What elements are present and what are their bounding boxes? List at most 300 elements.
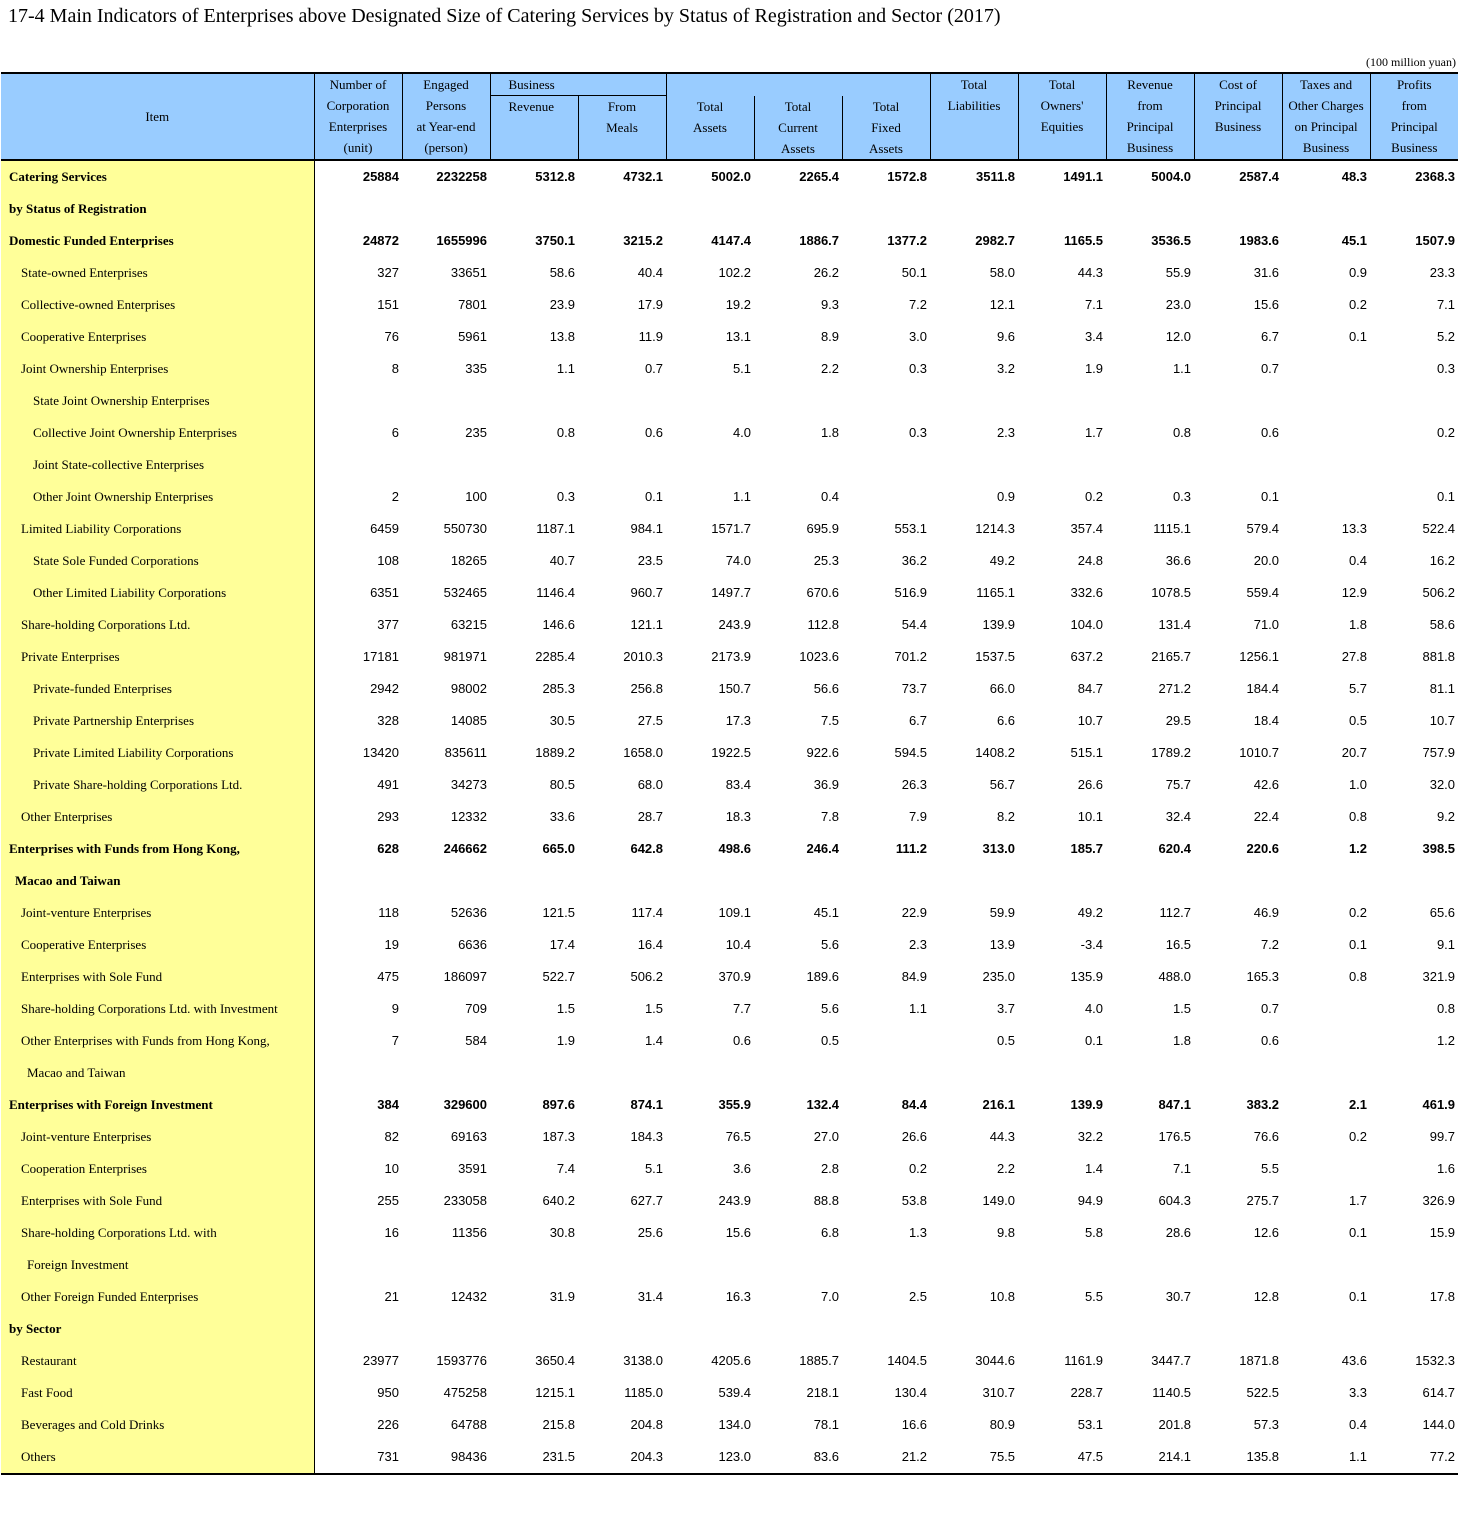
table-cell: 326.9 — [1422, 1193, 1456, 1208]
table-cell: 506.2 — [1422, 585, 1456, 600]
header-line: Number of — [329, 77, 387, 92]
table-cell: 1593776 — [436, 1353, 487, 1368]
table-cell — [842, 1057, 930, 1089]
row-label: Beverages and Cold Drinks — [1, 1409, 314, 1441]
table-cell: 12.6 — [1253, 1225, 1280, 1240]
table-cell — [1370, 1057, 1458, 1089]
row-label: Limited Liability Corporations — [1, 513, 314, 545]
header-from-meals — [578, 96, 666, 160]
table-cell — [1370, 1313, 1458, 1345]
table-cell: 214.1 — [1106, 1441, 1194, 1474]
table-cell: 0.7 — [1260, 1001, 1280, 1016]
table-cell: 627.7 — [630, 1193, 664, 1208]
table-cell: 235 — [465, 425, 487, 440]
table-cell: 12432 — [450, 1289, 487, 1304]
table-cell: 146.6 — [542, 617, 575, 632]
table-cell: 15.6 — [725, 1225, 752, 1240]
table-cell: 21.2 — [842, 1441, 930, 1474]
table-cell: 0.9 — [996, 489, 1016, 504]
table-cell: 475 — [377, 969, 399, 984]
table-cell: 135.9 — [1070, 969, 1104, 984]
table-cell: 1.9 — [556, 1033, 575, 1048]
table-cell — [1106, 449, 1194, 481]
table-cell: 1532.3 — [1415, 1353, 1456, 1368]
table-cell: 123.0 — [666, 1441, 754, 1474]
row-label: State Joint Ownership Enterprises — [1, 385, 314, 417]
table-row — [1, 1185, 1458, 1217]
header-line: Owners' — [1040, 98, 1084, 113]
table-cell: 233058 — [443, 1193, 487, 1208]
table-cell: 17.3 — [725, 713, 752, 728]
table-cell: 19.2 — [725, 297, 752, 312]
header-current-assets — [754, 96, 842, 160]
table-body — [1, 160, 1458, 1474]
table-cell: 12.0 — [1165, 329, 1192, 344]
table-cell: 1214.3 — [975, 521, 1016, 536]
table-cell — [842, 481, 930, 513]
table-cell — [314, 1313, 402, 1345]
header-line: Assets — [869, 140, 903, 156]
table-cell: 13.8 — [549, 329, 575, 344]
table-cell: 46.9 — [1253, 905, 1280, 920]
header-line: Meals — [606, 120, 638, 135]
table-cell — [842, 1025, 930, 1057]
table-cell: 4147.4 — [711, 233, 752, 248]
table-cell: 2942 — [370, 681, 399, 696]
row-label: Other Foreign Funded Enterprises — [1, 1281, 314, 1313]
table-cell — [1018, 193, 1106, 225]
header-line: from — [1137, 98, 1163, 113]
table-cell — [666, 1249, 754, 1281]
table-cell: 3215.2 — [623, 233, 664, 248]
table-cell: 7.2 — [908, 297, 928, 312]
table-cell: 165.3 — [1246, 969, 1280, 984]
table-cell: 498.6 — [718, 841, 752, 856]
table-cell: 620.4 — [1158, 841, 1192, 856]
table-cell: 24.8 — [1077, 553, 1104, 568]
table-cell: 1256.1 — [1239, 649, 1280, 664]
table-cell — [666, 449, 754, 481]
table-cell: 321.9 — [1422, 969, 1456, 984]
table-cell: 49.2 — [1077, 905, 1104, 920]
table-cell — [842, 449, 930, 481]
table-cell: 76.6 — [1253, 1129, 1280, 1144]
table-cell: 9.3 — [820, 297, 840, 312]
table-cell: 17181 — [362, 649, 399, 664]
table-row — [1, 769, 1458, 801]
table-row — [1, 961, 1458, 993]
row-label: Private Share-holding Corporations Ltd. — [1, 769, 314, 801]
table-cell — [842, 1249, 930, 1281]
table-cell: 49.2 — [989, 553, 1016, 568]
table-cell: 1377.2 — [887, 233, 928, 248]
table-cell — [1282, 1313, 1370, 1345]
row-label: Restaurant — [1, 1345, 314, 1377]
table-cell: 398.5 — [1422, 841, 1456, 856]
table-cell: 7.1 — [1172, 1161, 1192, 1176]
table-cell: 228.7 — [1070, 1385, 1104, 1400]
table-cell: 0.3 — [908, 425, 928, 440]
table-row — [1, 321, 1458, 353]
table-cell: 17.9 — [637, 297, 664, 312]
table-cell: 0.8 — [1172, 425, 1192, 440]
table-cell: 604.3 — [1158, 1193, 1192, 1208]
header-item: Item — [1, 73, 314, 160]
table-cell: 14085 — [450, 713, 487, 728]
table-cell: 1983.6 — [1239, 233, 1280, 248]
table-cell: 185.7 — [1070, 841, 1104, 856]
table-cell: 10.7 — [1429, 713, 1456, 728]
table-cell — [1282, 1057, 1370, 1089]
table-header — [1, 73, 1458, 160]
header-line: Cost of — [1219, 77, 1257, 92]
table-cell: 26.3 — [901, 777, 928, 792]
table-cell — [666, 865, 754, 897]
table-cell: 42.6 — [1253, 777, 1280, 792]
table-cell: 981971 — [443, 649, 487, 664]
table-row — [1, 1217, 1458, 1249]
table-cell: 186097 — [443, 969, 487, 984]
table-cell — [1282, 1249, 1370, 1281]
table-cell: 63215 — [450, 617, 487, 632]
table-cell: 3591 — [458, 1161, 487, 1176]
table-cell: 0.1 — [1348, 1289, 1368, 1304]
table-cell: 15.9 — [1429, 1225, 1456, 1240]
table-cell — [402, 865, 490, 897]
table-cell: 0.2 — [908, 1161, 928, 1176]
table-cell: 515.1 — [1070, 745, 1104, 760]
unit-note: (100 million yuan) — [1366, 55, 1456, 69]
header-cost-principal — [1194, 73, 1282, 160]
row-label: by Sector — [1, 1313, 314, 1345]
table-cell: 701.2 — [894, 649, 928, 664]
table-cell: 23.3 — [1429, 265, 1456, 280]
table-cell: 491 — [377, 777, 399, 792]
table-cell: 5961 — [458, 329, 487, 344]
header-line: From — [607, 99, 637, 114]
table-cell: 40.7 — [549, 553, 575, 568]
table-cell: 12.9 — [1341, 585, 1368, 600]
table-cell: 23.0 — [1165, 297, 1192, 312]
table-cell: 1.1 — [908, 1001, 928, 1016]
table-cell: 187.3 — [542, 1129, 575, 1144]
header-line: Business — [1126, 140, 1174, 155]
table-cell: 0.3 — [908, 361, 928, 376]
table-cell: 310.7 — [982, 1385, 1016, 1400]
row-label: Share-holding Corporations Ltd. with Investment — [1, 993, 314, 1025]
table-cell: 132.4 — [806, 1097, 840, 1112]
table-cell: 36.2 — [901, 553, 928, 568]
header-equities — [1018, 73, 1106, 160]
row-label: Catering Services — [1, 160, 314, 193]
table-cell — [1282, 353, 1370, 385]
table-cell: 329600 — [443, 1097, 487, 1112]
table-cell: 21 — [384, 1289, 399, 1304]
header-rev-principal — [1106, 73, 1194, 160]
table-cell: 313.0 — [982, 841, 1016, 856]
table-cell: 488.0 — [1158, 969, 1192, 984]
table-cell: 246662 — [443, 841, 487, 856]
table-cell: 0.1 — [644, 489, 664, 504]
table-cell — [1106, 193, 1194, 225]
header-line: Total — [872, 98, 900, 114]
table-cell: 75.7 — [1165, 777, 1192, 792]
table-cell: 84.9 — [901, 969, 928, 984]
header-line: Engaged — [423, 77, 469, 92]
row-label: Cooperation Enterprises — [1, 1153, 314, 1185]
table-cell: 357.4 — [1070, 521, 1104, 536]
table-cell: 695.9 — [806, 521, 840, 536]
row-label: Enterprises with Sole Fund — [1, 1185, 314, 1217]
table-cell — [402, 1057, 490, 1089]
header-assets-group — [666, 73, 930, 96]
table-row — [1, 1057, 1458, 1089]
header-line: Total — [784, 98, 812, 114]
table-cell: 7.7 — [732, 1001, 752, 1016]
table-cell — [930, 193, 1018, 225]
table-cell: 0.6 — [732, 1033, 752, 1048]
table-cell: 522.5 — [1246, 1385, 1280, 1400]
table-cell — [1106, 1249, 1194, 1281]
table-cell: 637.2 — [1070, 649, 1104, 664]
table-cell — [1106, 1313, 1194, 1345]
table-cell: 2.2 — [996, 1161, 1016, 1176]
table-cell: 665.0 — [542, 841, 575, 856]
table-cell: 50.1 — [901, 265, 928, 280]
table-cell: 109.1 — [718, 905, 752, 920]
header-line: on Principal — [1294, 119, 1358, 134]
table-cell — [1370, 865, 1458, 897]
table-cell: 5.6 — [820, 1001, 840, 1016]
table-cell: 16.2 — [1429, 553, 1456, 568]
table-cell: 33651 — [450, 265, 487, 280]
table-cell: 130.4 — [894, 1385, 928, 1400]
row-label: Other Enterprises with Funds from Hong Kong, — [1, 1025, 314, 1057]
table-cell: 55.9 — [1165, 265, 1192, 280]
table-cell: 80.5 — [549, 777, 575, 792]
table-cell: 3.0 — [908, 329, 928, 344]
table-cell — [490, 385, 578, 417]
table-cell — [1018, 1313, 1106, 1345]
table-cell: 58.6 — [549, 265, 575, 280]
table-row — [1, 1345, 1458, 1377]
table-cell: 5.7 — [1348, 681, 1368, 696]
table-cell — [1282, 193, 1370, 225]
table-cell — [1018, 385, 1106, 417]
table-cell: 1.7 — [1348, 1193, 1368, 1208]
table-cell: 139.9 — [1070, 1097, 1104, 1112]
table-cell — [1106, 1057, 1194, 1089]
table-cell: 5.6 — [820, 937, 840, 952]
table-cell — [930, 1313, 1018, 1345]
table-cell: 335 — [465, 361, 487, 376]
table-cell: 370.9 — [718, 969, 752, 984]
table-cell: 9.2 — [1436, 809, 1456, 824]
table-row — [1, 673, 1458, 705]
table-cell: 1.3 — [908, 1225, 928, 1240]
table-cell: 18.4 — [1253, 713, 1280, 728]
table-cell: 16.5 — [1165, 937, 1192, 952]
table-cell: 3.3 — [1348, 1385, 1368, 1400]
row-label: Macao and Taiwan — [1, 1057, 314, 1089]
table-cell — [754, 1249, 842, 1281]
row-label: Joint State-collective Enterprises — [1, 449, 314, 481]
table-cell: 6351 — [370, 585, 399, 600]
table-cell: 204.8 — [630, 1417, 664, 1432]
table-cell — [1370, 1249, 1458, 1281]
table-cell: 226 — [377, 1417, 399, 1432]
header-line: Revenue — [1127, 77, 1173, 92]
header-line: Fixed — [871, 119, 901, 135]
table-cell: 5312.8 — [490, 160, 578, 193]
table-cell: 2010.3 — [623, 649, 664, 664]
table-cell: 640.2 — [542, 1193, 575, 1208]
header-taxes — [1282, 73, 1370, 160]
header-line: Total — [960, 77, 988, 92]
table-cell — [578, 1057, 666, 1089]
table-cell: 0.1 — [1084, 1033, 1104, 1048]
row-label: Share-holding Corporations Ltd. — [1, 609, 314, 641]
table-cell — [1194, 449, 1282, 481]
table-cell — [578, 193, 666, 225]
table-cell: 355.9 — [718, 1097, 752, 1112]
table-cell: 1885.7 — [799, 1353, 840, 1368]
table-cell — [402, 385, 490, 417]
table-cell: 0.1 — [1436, 489, 1456, 504]
table-cell: 27.0 — [813, 1129, 840, 1144]
table-cell: 559.4 — [1246, 585, 1280, 600]
table-cell: 5.5 — [1084, 1289, 1104, 1304]
table-cell: 0.8 — [556, 425, 575, 440]
table-cell: 328 — [377, 713, 399, 728]
table-cell: 1408.2 — [975, 745, 1016, 760]
table-cell: 7.1 — [1084, 297, 1104, 312]
table-cell: 7.2 — [1260, 937, 1280, 952]
table-cell: 32.4 — [1165, 809, 1192, 824]
table-cell: 881.8 — [1422, 649, 1456, 664]
table-cell: 23977 — [362, 1353, 399, 1368]
table-cell: 16 — [384, 1225, 399, 1240]
table-cell: 10.4 — [725, 937, 752, 952]
table-cell: 53.8 — [901, 1193, 928, 1208]
table-cell: 184.4 — [1246, 681, 1280, 696]
table-cell: 1.5 — [556, 1001, 575, 1016]
table-cell: 17.8 — [1429, 1289, 1456, 1304]
row-label: Others — [1, 1441, 314, 1474]
table-row — [1, 705, 1458, 737]
table-cell: 383.2 — [1246, 1097, 1280, 1112]
table-row — [1, 1025, 1458, 1057]
row-label: Foreign Investment — [1, 1249, 314, 1281]
table-cell: 0.1 — [1348, 1225, 1368, 1240]
table-cell — [1370, 193, 1458, 225]
table-cell: 204.3 — [578, 1441, 666, 1474]
table-cell: 81.1 — [1429, 681, 1456, 696]
table-cell: 553.1 — [894, 521, 928, 536]
table-cell: 0.8 — [1348, 809, 1368, 824]
table-row — [1, 1249, 1458, 1281]
table-cell: 121.5 — [542, 905, 575, 920]
header-line: Total — [696, 98, 724, 114]
row-label: Other Limited Liability Corporations — [1, 577, 314, 609]
table-cell: 7.1 — [1436, 297, 1456, 312]
table-cell: 23.5 — [637, 553, 664, 568]
table-cell: 94.9 — [1077, 1193, 1104, 1208]
table-cell: 1010.7 — [1239, 745, 1280, 760]
table-cell: 0.1 — [1260, 489, 1280, 504]
table-row — [1, 801, 1458, 833]
table-cell: 1.4 — [1084, 1161, 1104, 1176]
table-cell: 20.0 — [1253, 553, 1280, 568]
table-cell: 6.6 — [996, 713, 1016, 728]
table-row — [1, 609, 1458, 641]
row-label: Enterprises with Funds from Hong Kong, — [1, 833, 314, 865]
table-cell: 516.9 — [894, 585, 928, 600]
table-cell: 28.7 — [637, 809, 664, 824]
table-cell — [314, 865, 402, 897]
table-cell: 475258 — [443, 1385, 487, 1400]
table-cell: 1.8 — [1348, 617, 1368, 632]
table-row — [1, 160, 1458, 193]
table-row — [1, 641, 1458, 673]
table-cell: 24872 — [362, 233, 399, 248]
table-cell — [1282, 1025, 1370, 1057]
header-line: Business — [1302, 140, 1350, 155]
table-cell: 1.1 — [556, 361, 575, 376]
table-cell: 0.2 — [1348, 1129, 1368, 1144]
table-cell: 6.7 — [1260, 329, 1280, 344]
table-cell: 7801 — [458, 297, 487, 312]
table-cell: 2 — [391, 489, 399, 504]
table-cell: 1161.9 — [1064, 1353, 1104, 1368]
table-cell: 7 — [391, 1033, 399, 1048]
table-cell — [1194, 1313, 1282, 1345]
header-line: Persons — [425, 98, 467, 113]
table-cell: 16.6 — [901, 1417, 928, 1432]
table-cell: 74.0 — [725, 553, 752, 568]
table-cell: 1.5 — [644, 1001, 664, 1016]
table-cell: 0.2 — [1436, 425, 1456, 440]
table-cell: 5.1 — [644, 1161, 664, 1176]
table-cell: 83.6 — [754, 1441, 842, 1474]
header-line: Current — [778, 119, 818, 135]
table-row — [1, 993, 1458, 1025]
table-cell: 243.9 — [718, 1193, 752, 1208]
table-cell: 293 — [377, 809, 399, 824]
table-row — [1, 1121, 1458, 1153]
table-cell: 2.8 — [820, 1161, 840, 1176]
table-cell: 709 — [465, 1001, 487, 1016]
table-title: 17-4 Main Indicators of Enterprises above Designated Size of Catering Services by Status of Registration and Sector (2017) — [8, 5, 1001, 27]
table-cell — [1282, 865, 1370, 897]
table-cell: 150.7 — [718, 681, 752, 696]
table-cell: 26.6 — [901, 1129, 928, 1144]
table-cell: 7.0 — [820, 1289, 840, 1304]
table-row — [1, 1089, 1458, 1121]
table-cell: 1789.2 — [1151, 745, 1192, 760]
table-cell — [1370, 385, 1458, 417]
row-label: Joint-venture Enterprises — [1, 897, 314, 929]
table-cell: 57.3 — [1253, 1417, 1280, 1432]
table-cell: 9.6 — [996, 329, 1016, 344]
table-cell: 13420 — [362, 745, 399, 760]
table-cell: 1.9 — [1084, 361, 1104, 376]
table-cell — [930, 865, 1018, 897]
table-cell: 32.0 — [1429, 777, 1456, 792]
table-cell: 1404.5 — [887, 1353, 928, 1368]
table-cell: 8 — [391, 361, 399, 376]
table-cell: 99.7 — [1429, 1129, 1456, 1144]
